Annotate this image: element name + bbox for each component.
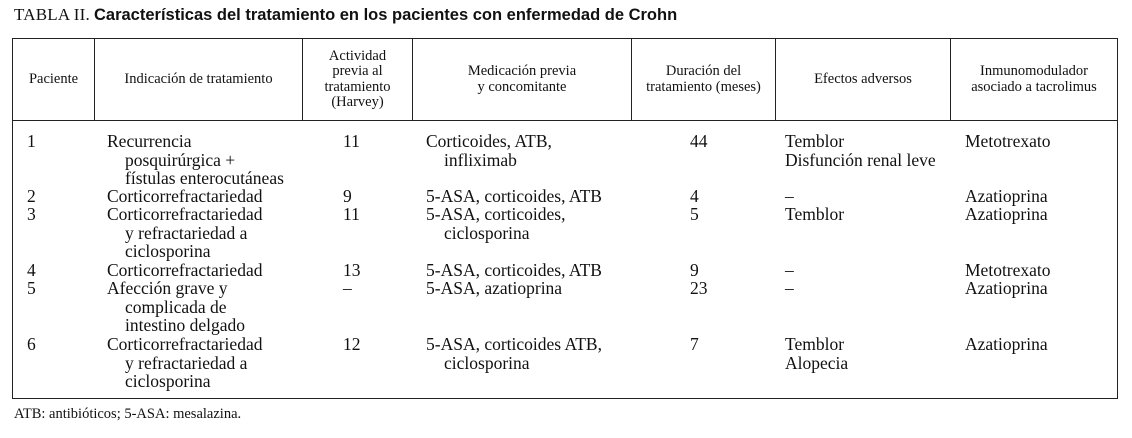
ind-line: Corticorrefractariedad	[107, 334, 263, 354]
header-duracion: Duración del tratamiento (meses)	[646, 63, 761, 95]
ind-line: y refractariedad a	[125, 222, 248, 243]
cell-indicacion	[107, 187, 262, 206]
cell-paciente: 3	[27, 204, 36, 224]
med-line: Corticoides, ATB,	[426, 131, 552, 151]
efe-line: –	[785, 260, 794, 280]
med-line: ciclosporina	[444, 222, 530, 243]
cell-inmunomodulador: Azatioprina	[965, 204, 1048, 224]
cell-medicacion	[426, 205, 566, 242]
cell-indicacion	[107, 205, 262, 261]
cell-medicacion	[426, 261, 602, 280]
ind-line: intestino delgado	[125, 315, 246, 335]
cell-efectos	[785, 187, 794, 206]
header-bottom-rule	[13, 120, 1117, 121]
med-line: infliximab	[444, 149, 517, 170]
data-table	[12, 38, 1118, 399]
cell-paciente: 5	[27, 278, 36, 298]
med-line: ciclosporina	[444, 352, 530, 373]
ind-line: Corticorrefractariedad	[107, 204, 263, 224]
ind-line: Recurrencia	[107, 131, 192, 151]
header-inmunomodulador: Inmunomodulador asociado a tacrolimus	[971, 63, 1097, 95]
efe-line: –	[785, 186, 794, 206]
cell-actividad: 9	[343, 186, 352, 206]
cell-actividad: 11	[343, 131, 360, 151]
cell-efectos	[785, 279, 794, 298]
cell-paciente: 4	[27, 260, 36, 280]
cell-actividad: 13	[343, 260, 361, 280]
caption-title: Características del tratamiento en los pacientes con enfermedad de Crohn	[93, 6, 678, 24]
med-line: 5-ASA, azatioprina	[426, 278, 563, 298]
cell-inmunomodulador: Azatioprina	[965, 278, 1048, 298]
header-actividad: Actividad previa al tratamiento (Harvey)	[324, 47, 391, 110]
efe-line: Temblor	[785, 204, 845, 224]
cell-medicacion	[426, 335, 602, 372]
cell-indicacion	[107, 279, 245, 335]
ind-line: Corticorrefractariedad	[107, 260, 263, 280]
caption-label: TABLA II.	[14, 5, 90, 24]
ind-line: y refractariedad a	[125, 352, 248, 373]
cell-inmunomodulador: Metotrexato	[965, 260, 1051, 280]
header-paciente: Paciente	[28, 70, 79, 87]
ind-line: Corticorrefractariedad	[107, 186, 263, 206]
cell-indicacion	[107, 335, 262, 391]
ind-line: complicada de	[125, 296, 227, 317]
header-efectos: Efectos adversos	[814, 70, 912, 87]
cell-duracion: 9	[690, 260, 699, 280]
cell-inmunomodulador: Metotrexato	[965, 131, 1051, 151]
med-line: 5-ASA, corticoides, ATB	[426, 186, 602, 206]
cell-medicacion	[426, 132, 552, 169]
cell-actividad: –	[343, 278, 352, 298]
cell-paciente: 2	[27, 186, 36, 206]
cell-efectos	[785, 205, 844, 224]
cell-actividad: 11	[343, 204, 360, 224]
cell-efectos	[785, 335, 848, 372]
cell-duracion: 23	[690, 278, 708, 298]
ind-line: ciclosporina	[125, 241, 211, 261]
cell-indicacion	[107, 261, 262, 280]
efe-line: Temblor	[785, 131, 845, 151]
cell-paciente: 6	[27, 334, 36, 354]
ind-line: posquirúrgica +	[125, 149, 236, 170]
cell-duracion: 44	[690, 131, 708, 151]
header-indicacion: Indicación de tratamiento	[124, 70, 273, 87]
cell-medicacion	[426, 187, 602, 206]
cell-efectos	[785, 261, 794, 280]
cell-duracion: 5	[690, 204, 699, 224]
ind-line: ciclosporina	[125, 371, 211, 391]
cell-actividad: 12	[343, 334, 361, 354]
table-footnote: ATB: antibióticos; 5-ASA: mesalazina.	[14, 406, 242, 422]
efe-line: Disfunción renal leve	[785, 149, 936, 170]
med-line: 5-ASA, corticoides ATB,	[426, 334, 602, 354]
efe-line: –	[785, 278, 794, 298]
header-medicacion: Medicación previa y concomitante	[467, 63, 577, 95]
ind-line: Afección grave y	[107, 278, 228, 298]
cell-medicacion	[426, 279, 562, 298]
ind-line: fístulas enterocutáneas	[125, 168, 284, 188]
cell-inmunomodulador: Azatioprina	[965, 334, 1048, 354]
table-caption	[14, 5, 677, 25]
cell-inmunomodulador: Azatioprina	[965, 186, 1048, 206]
med-line: 5-ASA, corticoides,	[426, 204, 566, 224]
cell-efectos	[785, 132, 936, 169]
cell-indicacion	[107, 132, 284, 188]
cell-paciente: 1	[27, 131, 36, 151]
efe-line: Alopecia	[785, 352, 849, 373]
cell-duracion: 4	[690, 186, 699, 206]
cell-duracion: 7	[690, 334, 699, 354]
med-line: 5-ASA, corticoides, ATB	[426, 260, 602, 280]
efe-line: Temblor	[785, 334, 845, 354]
